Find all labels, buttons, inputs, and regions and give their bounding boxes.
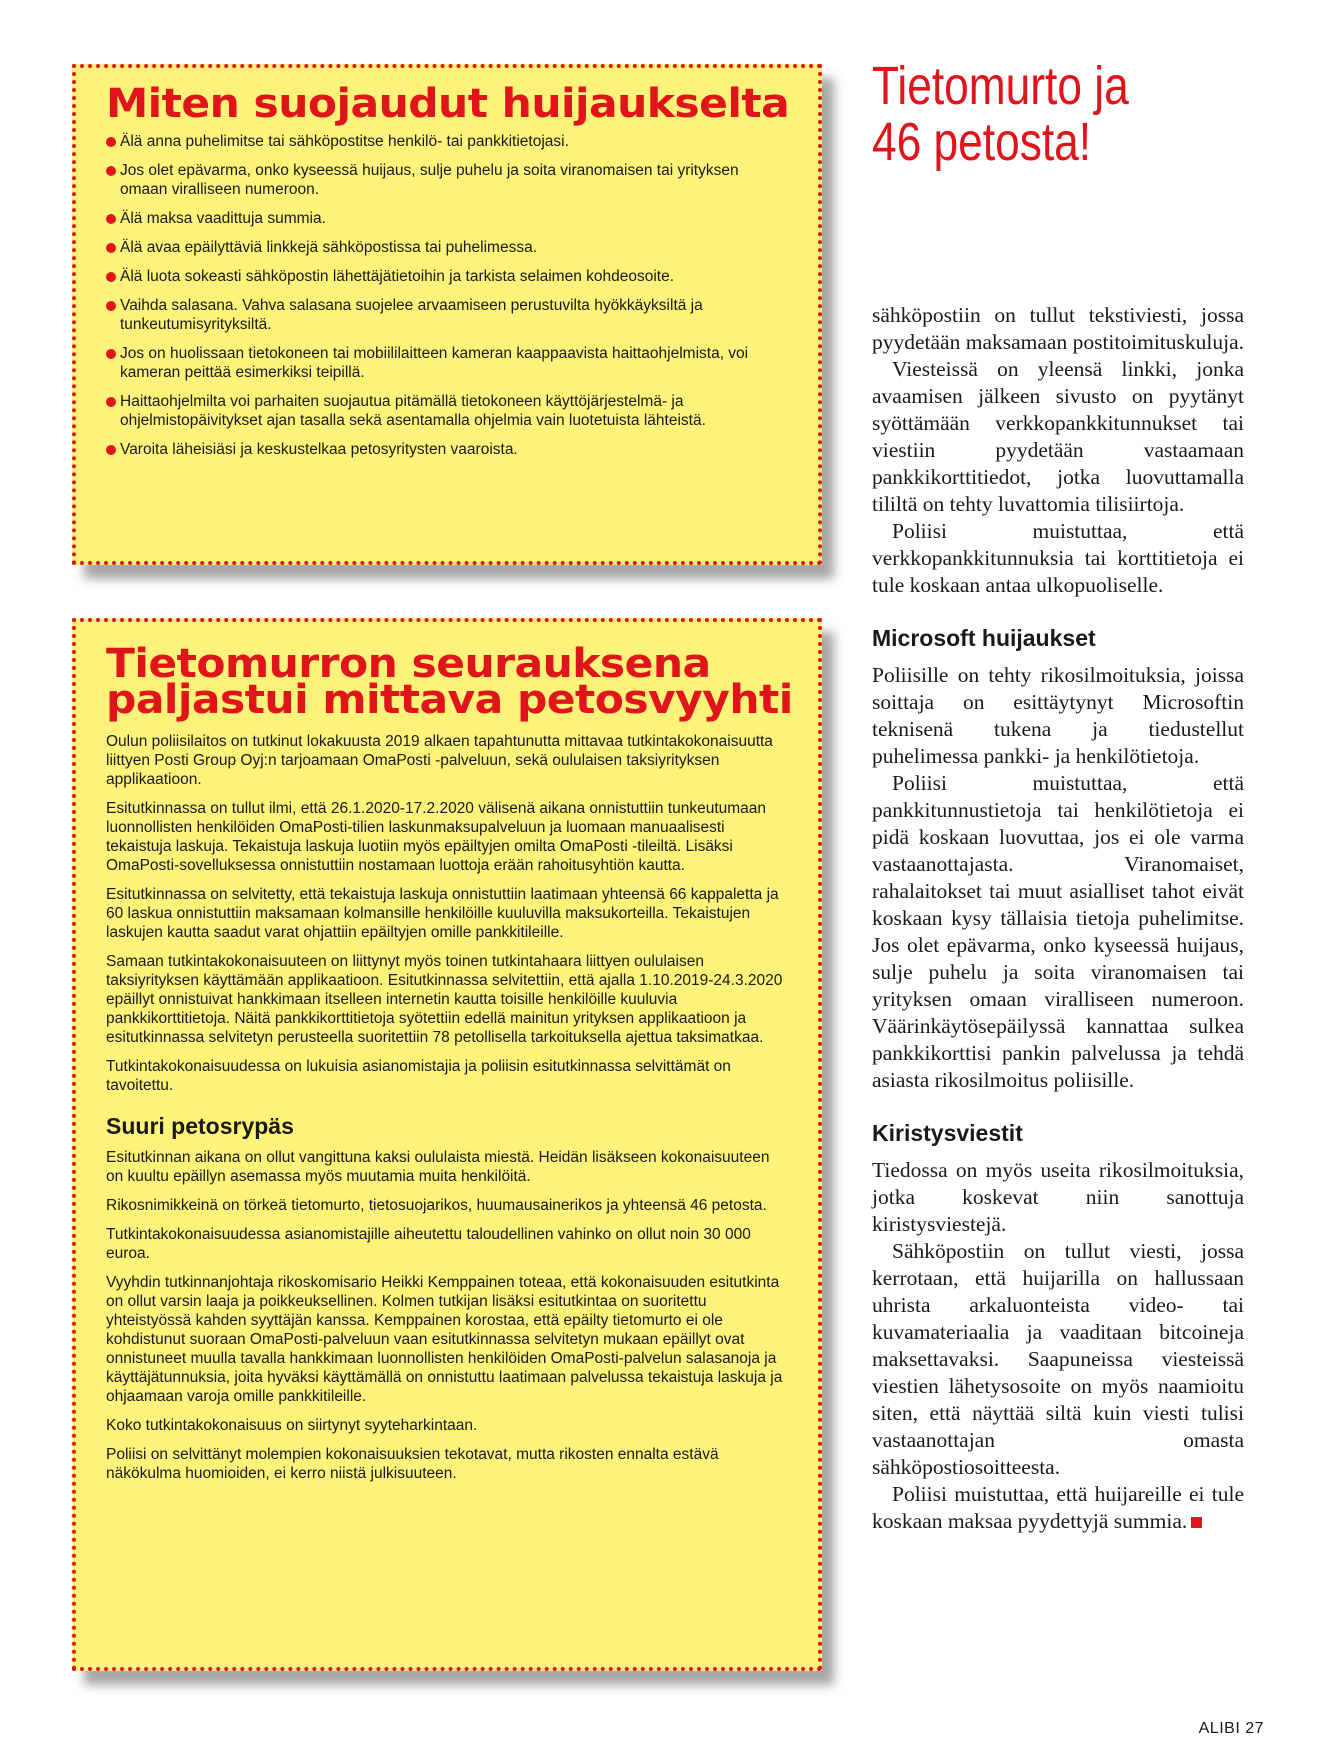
article-paragraph: Sähköpostiin on tullut viesti, jossa kerrotaan, että huijarilla on hallussaan uhrista arkaluonteista video- tai kuvamateriaalia ja vaaditaan bitcoineja maksettavaksi. Saapuneissa viesteissä viestien lähetysosoite on myös naamioitu siten, että näyttää siltä kuin viesti tulisi vastaanottajan omasta sähköpostiosoitteesta. xyxy=(872,1239,1244,1479)
tip-item: Jos olet epävarma, onko kyseessä huijaus, sulje puhelu ja soita viranomaisen tai yrityksen omaan viralliseen numeroon. xyxy=(106,161,788,199)
article-subheading: Kiristysviestit xyxy=(872,1120,1023,1146)
story-title: Tietomurron seurauksena paljastui mittava petosvyyhti xyxy=(106,641,793,723)
story-paragraph: Rikosnimikkeinä on törkeä tietomurto, tietosuojarikos, huumausainerikos ja yhteensä 46 petosta. xyxy=(106,1197,767,1214)
tip-item: Varoita läheisiäsi ja keskustelkaa petosyritysten vaaroista. xyxy=(106,440,788,459)
tip-item: Älä luota sokeasti sähköpostin lähettäjätietoihin ja tarkista selaimen kohdeosoite. xyxy=(106,267,788,286)
story-paragraph: Esitutkinnassa on tullut ilmi, että 26.1.2020-17.2.2020 välisenä aikana onnistuttiin tunkeutumaan luonnollisten henkilöiden OmaPosti-tilien laskunmaksupalveluun ja luomaan manuaalisesti tekaistuja laskuja. Tekaistuja laskuja luotiin myös epäiltyjen omilta OmaPosti -tileiltä. Lisäksi OmaPosti-sovelluksessa onnistuttiin nostamaan luottoja erään rahoitusyhtiön kautta. xyxy=(106,800,767,874)
story-paragraph: Vyyhdin tutkinnanjohtaja rikoskomisario Heikki Kemppainen toteaa, että kokonaisuuden esitutkinta on ollut varsin laaja ja poikkeuksellinen. Kolmen tutkijan lisäksi esitutkintaa on suoritettu yhteistyössä kahden syyttäjän kanssa. Kemppainen korostaa, että epäilty tietomurto ei ole kohdistunut suoraan OmaPosti-palveluun vaan esitutkinnassa selvitetyn mukaan epäillyt ovat onnistuneet muulla tavalla hankkimaan luonnollisten henkilöiden OmaPosti-palvelun salasanoja ja käyttäjätunnuksia, joita hyväksi käyttämällä on onnistuttu laatimaan palvelussa tekaistuja laskuja ja ohjaamaan varoja omille pankkitileille. xyxy=(106,1274,783,1405)
heading-line: 46 petosta! xyxy=(872,112,1092,172)
tip-item: Älä avaa epäilyttäviä linkkejä sähköpostissa tai puhelimessa. xyxy=(106,238,788,257)
article-paragraph: sähköpostiin on tullut tekstiviesti, jossa pyydetään maksamaan postitoimituskuluja. xyxy=(872,303,1244,354)
page-footer: ALIBI 27 xyxy=(1198,1720,1264,1737)
story-paragraph: Tutkintakokonaisuudessa on lukuisia asianomistajia ja poliisin esitutkinnassa selvittämät on tavoitettu. xyxy=(106,1058,731,1094)
story-subheading: Suuri petosrypäs xyxy=(106,1113,294,1139)
tip-item: Älä anna puhelimitse tai sähköpostitse henkilö- tai pankkitietojasi. xyxy=(106,132,788,151)
article-paragraph: Poliisille on tehty rikosilmoituksia, joissa soittaja on esittäytynyt Microsoftin teknisenä tukena ja tiedustellut puhelimessa pankki- ja henkilötietoja. xyxy=(872,663,1244,768)
story-paragraph: Koko tutkintakokonaisuus on siirtynyt syyteharkintaan. xyxy=(106,1417,478,1434)
fraud-story-box xyxy=(72,618,822,1671)
tip-item: Vaihda salasana. Vahva salasana suojelee arvaamiseen perustuvilta hyökkäyksiltä ja tunkeutumisyrityksiltä. xyxy=(106,296,788,334)
article-paragraph: Viesteissä on yleensä linkki, jonka avaamisen jälkeen sivusto on pyytänyt syöttämään verkkopankkitunnukset tai viestiin pyydetään vastaamaan pankkikorttitiedot, jotka luovuttamalla tililtä on tehty luvattomia tilisiirtoja. xyxy=(872,357,1244,516)
article-paragraph xyxy=(872,1481,1244,1535)
tip-item: Haittaohjelmilta voi parhaiten suojautua pitämällä tietokoneen käyttöjärjestelmä- ja ohjelmistopäivitykset ajan tasalla sekä asentamalla ohjelmia vain luotetuista lähteistä. xyxy=(106,392,788,430)
tip-item: Älä maksa vaadittuja summia. xyxy=(106,209,788,228)
article-column xyxy=(872,302,1244,1535)
article-heading xyxy=(872,58,1200,170)
story-paragraph: Oulun poliisilaitos on tutkinut lokakuusta 2019 alkaen tapahtunutta mittavaa tutkintakokonaisuutta liittyen Posti Group Oyj:n tarjoamaan OmaPosti -palveluun, sekä oululaisen taksiyrityksen applikaatioon. xyxy=(106,733,773,788)
story-paragraph: Poliisi on selvittänyt molempien kokonaisuuksien tekotavat, mutta rikosten ennalta estävä näkökulma huomioiden, ei kerro niistä julkisuuteen. xyxy=(106,1446,719,1482)
article-paragraph: Tiedossa on myös useita rikosilmoituksia, jotka koskevat niin sanottuja kiristysviestejä. xyxy=(872,1158,1244,1236)
story-paragraph: Samaan tutkintakokonaisuuteen on liittynyt myös toinen tutkintahaara liittyen oululaisen taksiyrityksen käyttämään applikaatioon. Esitutkinnassa selvitettiin, että ajalla 1.10.2019-24.3.2020 epäillyt onnistuivat hankkimaan itselleen internetin kautta toisille henkilöille kuuluvia pankkikorttitietoja. Näitä pankkikorttitietoja syötettiin edellä mainitun yrityksen applikaatioon ja esitutkinnassa selvitetyn perusteella suoritettiin 78 petollisella tarkoituksella ajettua taksimatkaa. xyxy=(106,953,783,1046)
story-paragraph: Esitutkinnassa on selvitetty, että tekaistuja laskuja onnistuttiin laatimaan yhteensä 66 kappaletta ja 60 laskua onnistuttiin maksamaan kolmansille henkilöille kuuluvilla maksukorteilla. Tekaistujen laskujen kautta saadut varat ohjattiin epäiltyjen omille pankkitileille. xyxy=(106,886,779,941)
article-last-text: Poliisi muistuttaa, että huijareille ei tule koskaan maksaa pyydettyjä summia. xyxy=(872,1482,1244,1533)
tip-item: Jos on huolissaan tietokoneen tai mobiililaitteen kameran kaappaavista haittaohjelmista, voi kameran peittää esimerkiksi teipillä. xyxy=(106,344,788,382)
article-paragraph: Poliisi muistuttaa, että verkkopankkitunnuksia tai korttitietoja ei tule koskaan antaa ulkopuoliselle. xyxy=(872,519,1244,597)
protection-tips-box xyxy=(72,64,822,565)
article-paragraph: Poliisi muistuttaa, että pankkitunnustietoja tai henkilötietoja ei pidä koskaan luovuttaa, jos ei ole varma vastaanottajasta. Viranomaiset, rahalaitokset tai muut asialliset tahot eivät koskaan kysy tällaisia tietoja puhelimitse. Jos olet epävarma, onko kyseessä huijaus, sulje puhelu ja soita viranomaisen tai yrityksen omaan viralliseen numeroon. Väärinkäytösepäilyssä kannattaa sulkea pankkikorttisi pankin palvelussa ja tehdä asiasta rikosilmoitus poliisille. xyxy=(872,771,1244,1092)
end-mark-icon xyxy=(1191,1517,1202,1528)
story-paragraph: Tutkintakokonaisuudessa asianomistajille aiheutettu taloudellinen vahinko on ollut noin 30 000 euroa. xyxy=(106,1226,751,1262)
story-paragraph: Esitutkinnan aikana on ollut vangittuna kaksi oululaista miestä. Heidän lisäkseen kokonaisuuteen on kuultu epäillyn asemassa myös muutamia muita henkilöitä. xyxy=(106,1149,770,1185)
heading-line: Tietomurto ja xyxy=(872,56,1129,116)
tips-list xyxy=(106,132,788,459)
tips-title: Miten suojaudut huijaukselta xyxy=(106,81,790,127)
article-subheading: Microsoft huijaukset xyxy=(872,625,1096,651)
